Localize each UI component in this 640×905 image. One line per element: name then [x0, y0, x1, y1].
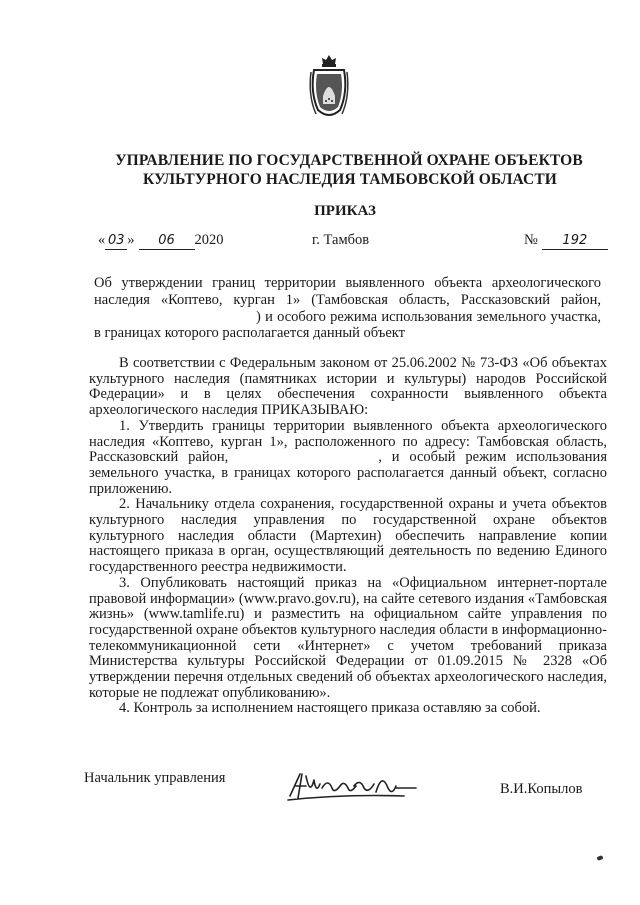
order-day: 03 — [105, 233, 127, 250]
ink-mark — [596, 855, 603, 861]
organization-name-line2: КУЛЬТУРНОГО НАСЛЕДИЯ ТАМБОВСКОЙ ОБЛАСТИ — [143, 171, 557, 188]
quote-close: » — [127, 232, 135, 248]
order-number — [524, 232, 608, 252]
coat-of-arms-emblem — [306, 52, 352, 122]
order-year: 2020 — [194, 232, 224, 248]
order-city: г. Тамбов — [312, 232, 370, 248]
subject-line: наследия «Коптево, курган 1» (Тамбовская область, Рассказовский район, — [94, 291, 601, 308]
order-month: 06 — [139, 233, 195, 250]
item-2-paragraph: 2. Начальнику отдела сохранения, государственной охраны и учета объектов культурного наследия управления по государственной охране объектов культурного наследия области (Мартехин) обеспечить направление копии настоящего приказа в орган, осуществляющий деятельность по ведению Единого государственного реестра недвижимости. — [89, 496, 607, 576]
organization-name-line1: УПРАВЛЕНИЕ ПО ГОСУДАРСТВЕННОЙ ОХРАНЕ ОБЪЕКТОВ — [115, 152, 583, 169]
order-body — [89, 356, 607, 717]
number-sign: № — [524, 232, 538, 248]
order-number-value: 192 — [542, 233, 608, 250]
order-subject — [94, 275, 601, 342]
item-4-paragraph: 4. Контроль за исполнением настоящего приказа оставляю за собой. — [119, 700, 541, 717]
document-type-title: ПРИКАЗ — [314, 203, 376, 219]
signatory-position: Начальник управления — [84, 770, 226, 786]
quote-open: « — [98, 232, 106, 248]
handwritten-signature — [284, 766, 432, 806]
item-3-paragraph: 3. Опубликовать настоящий приказ на «Официальном интернет-портале правовой информации» (www.pravo.gov.ru), на сайте сетевого издания «Тамбовская жизнь» (www.tamlife.ru) и разместить на официальном сайте управления по государственной охране объектов культурного наследия области в информационно-телекоммуникационной сети «Интернет» с учетом требований приказа Министерства культуры Российской Федерации от 01.09.2015 № 2328 «Об утверждении перечня отдельных сведений об объектах археологического наследия, которые не подлежат опубликованию». — [89, 574, 607, 701]
item-1-paragraph — [89, 419, 607, 498]
subject-line: в границах которого располагается данный объект — [94, 325, 405, 342]
subject-line: ) и особого режима использования земельного участка, — [256, 308, 601, 325]
preamble-paragraph: В соответствии с Федеральным законом от 25.06.2002 № 73-ФЗ «Об объектах культурного наследия (памятниках истории и культуры) народов Российской Федерации» и в целях обеспечения сохранности выявленного объекта археологического наследия ПРИКАЗЫВАЮ: — [89, 355, 607, 419]
order-date — [98, 232, 224, 252]
item-1-text-b: , и особый режим использования земельного участка, в границах которого располагается данный объект, согласно приложению. — [89, 449, 607, 497]
subject-line: Об утверждении границ территории выявленного объекта археологического — [94, 275, 601, 291]
item-1-text-a: 1. Утвердить границы территории выявленного объекта археологического наследия «Коптево, курган 1», расположенного по адресу: Тамбовская область, Рассказовский район, — [89, 417, 607, 466]
signatory-name: В.И.Копылов — [500, 781, 583, 797]
